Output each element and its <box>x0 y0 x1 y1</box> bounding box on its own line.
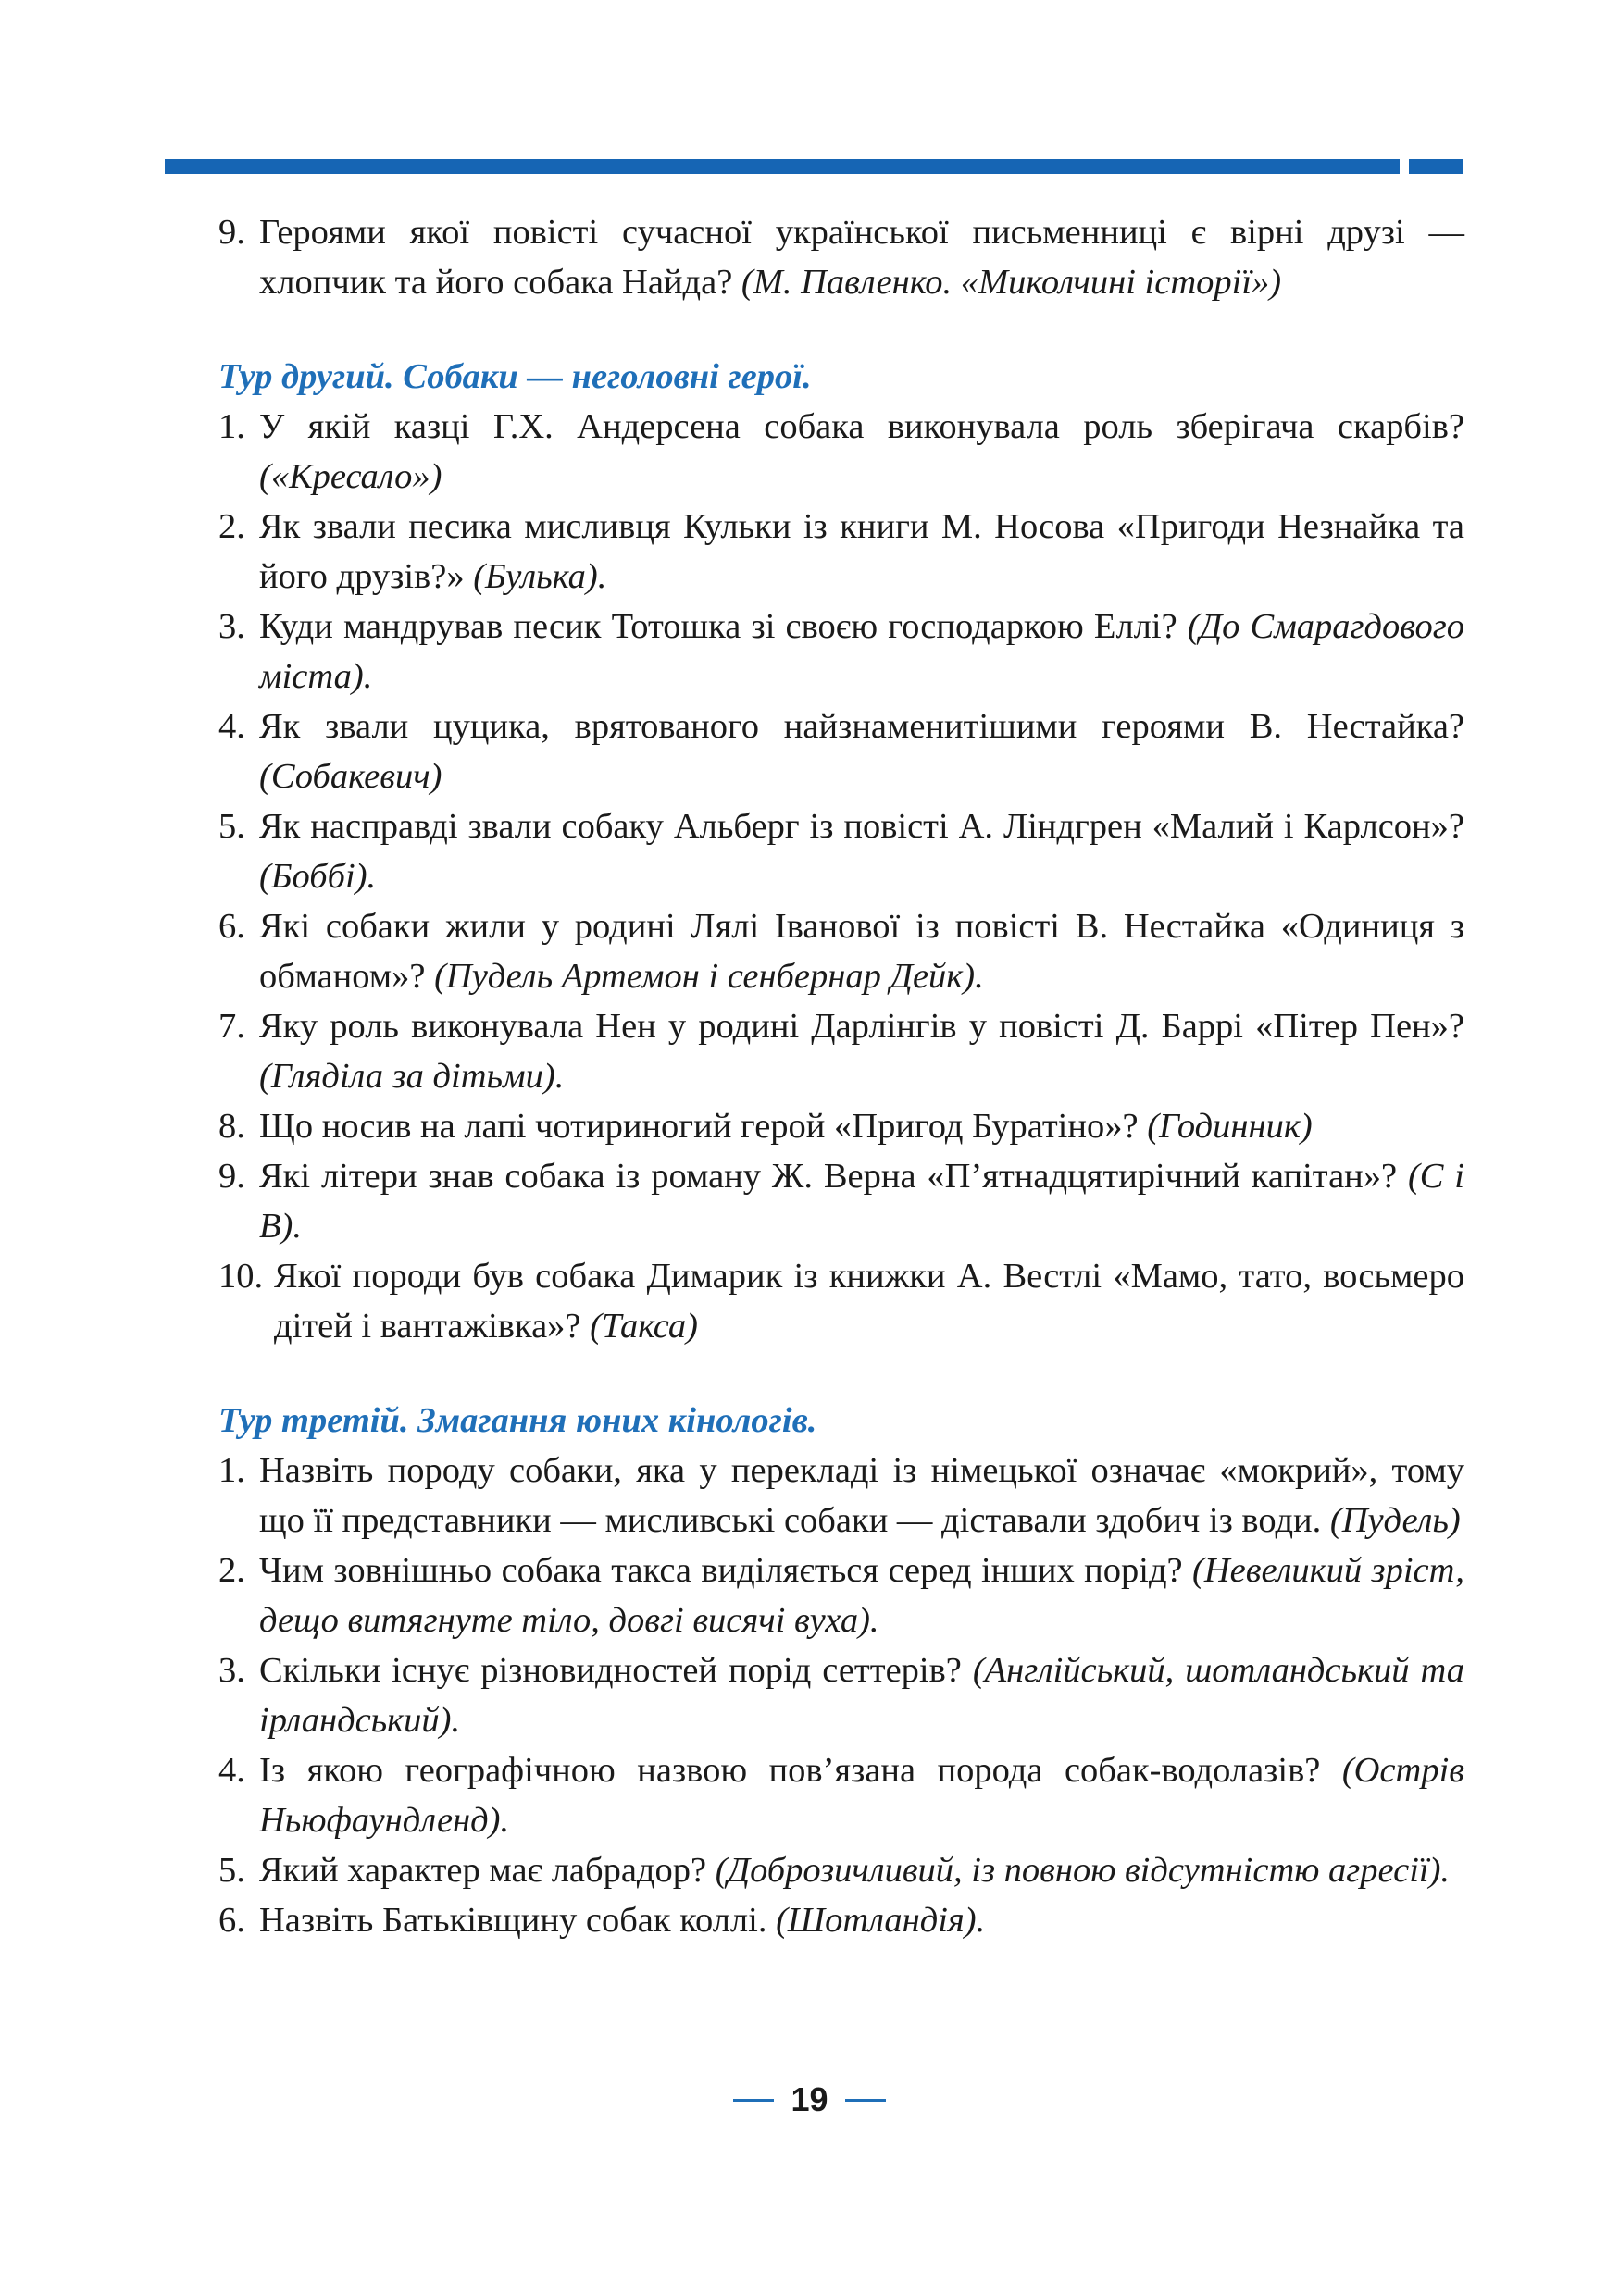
question-text: У якій казці Г.Х. Андерсена собака виконувала роль зберігача скарбів? <box>259 407 1464 446</box>
answer-text: (Острів Ньюфаундленд). <box>259 1751 1464 1840</box>
item-number: 9. <box>218 213 245 252</box>
list-item <box>218 602 1464 701</box>
page-number: 19 <box>791 2080 828 2118</box>
item-number: 1. <box>218 1451 245 1490</box>
page-number-rule-left <box>733 2099 774 2102</box>
list-item <box>218 1151 1464 1251</box>
item-number: 5. <box>218 807 245 846</box>
item-number: 1. <box>218 407 245 446</box>
intro-list <box>218 207 1464 307</box>
answer-text: (Такса) <box>590 1307 698 1346</box>
question-text: Із якою географічною назвою пов’язана порода собак-водолазів? <box>259 1751 1342 1790</box>
list-item <box>218 801 1464 901</box>
question-text: Як звали песика мисливця Кульки із книги М. Носова «Пригоди Незнайка та його друзів?» <box>259 507 1464 596</box>
answer-text: (Собакевич) <box>259 757 442 796</box>
item-text <box>259 1446 1464 1545</box>
list-item <box>218 1101 1464 1151</box>
item-text <box>259 602 1464 701</box>
item-text <box>259 1001 1464 1101</box>
question-text: Як насправді звали собаку Альберг із повісті А. Ліндгрен «Малий і Карлсон»? <box>259 807 1464 846</box>
item-text <box>259 1101 1464 1151</box>
question-text: Скільки існує різновидностей порід сеттерів? <box>259 1651 973 1690</box>
item-number: 10. <box>218 1257 264 1296</box>
round-3-heading: Тур третій. Змагання юних кінологів. <box>218 1401 817 1440</box>
item-text <box>259 701 1464 801</box>
list-item <box>218 1645 1464 1745</box>
question-text: Який характер має лабрадор? <box>259 1851 716 1890</box>
item-number: 6. <box>218 907 245 946</box>
item-text <box>259 801 1464 901</box>
answer-text: (М. Павленко. «Миколчині історії») <box>741 263 1282 302</box>
question-text: Куди мандрував песик Тотошка зі своєю господаркою Еллі? <box>259 607 1188 646</box>
answer-text: (Гляділа за дітьми). <box>259 1057 565 1096</box>
answer-text: (Англійський, шотландський та ірландський). <box>259 1651 1464 1740</box>
list-item <box>218 1001 1464 1101</box>
page-content <box>218 207 1464 1945</box>
list-item <box>218 1895 1464 1945</box>
answer-text: (Шотландія). <box>776 1901 986 1940</box>
item-number: 3. <box>218 1651 245 1690</box>
item-text <box>259 402 1464 502</box>
answer-text: («Кресало») <box>259 457 442 496</box>
list-item <box>218 1446 1464 1545</box>
question-text: Що носив на лапі чотириногий герой «Пригод Буратіно»? <box>259 1107 1148 1146</box>
list-item <box>218 701 1464 801</box>
list-item <box>218 402 1464 502</box>
item-number: 4. <box>218 707 245 746</box>
page-number-rule-right <box>845 2099 886 2102</box>
answer-text: (С і В). <box>259 1157 1464 1246</box>
list-item <box>218 1845 1464 1895</box>
item-number: 2. <box>218 1551 245 1590</box>
header-rule-end <box>1409 159 1463 174</box>
round-2-list <box>218 402 1464 1351</box>
answer-text: (Булька). <box>473 557 607 596</box>
item-number: 6. <box>218 1901 245 1940</box>
question-text: Чим зовнішньо собака такса виділяється серед інших порід? <box>259 1551 1193 1590</box>
question-text: Назвіть породу собаки, яка у перекладі із німецької означає «мокрий», тому що її представники — мисливські собаки — діставали здобич із води. <box>259 1451 1464 1540</box>
item-text <box>274 1251 1464 1351</box>
question-text: Якої породи був собака Димарик із книжки А. Вестлі «Мамо, тато, восьмеро дітей і вантажівка»? <box>274 1257 1464 1346</box>
list-item <box>218 1251 1464 1351</box>
round-2-heading: Тур другий. Собаки — неголовні герої. <box>218 357 812 396</box>
item-number: 7. <box>218 1007 245 1046</box>
question-text: Яку роль виконувала Нен у родині Дарлінгів у повісті Д. Баррі «Пітер Пен»? <box>259 1007 1464 1046</box>
answer-text: (Пудель Артемон і сенбернар Дейк). <box>434 957 984 996</box>
item-text <box>259 207 1464 307</box>
item-text <box>259 502 1464 602</box>
question-text: Які собаки жили у родині Лялі Іванової із повісті В. Нестайка «Одиниця з обманом»? <box>259 907 1464 996</box>
round-3-list <box>218 1446 1464 1945</box>
question-text: Назвіть Батьківщину собак коллі. <box>259 1901 777 1940</box>
list-item <box>218 1545 1464 1645</box>
item-text <box>259 1151 1464 1251</box>
item-text <box>259 901 1464 1001</box>
item-number: 9. <box>218 1157 245 1196</box>
answer-text: (Доброзичливий, із повною відсутністю агресії). <box>715 1851 1451 1890</box>
answer-text: (Боббі). <box>259 857 377 896</box>
answer-text: (Годинник) <box>1147 1107 1313 1146</box>
answer-text: (До Смарагдового міста). <box>259 607 1464 696</box>
question-text: Героями якої повісті сучасної української письменниці є вірні друзі — хлопчик та його собака Найда? <box>259 213 1464 302</box>
list-item <box>218 207 1464 307</box>
item-number: 3. <box>218 607 245 646</box>
item-text <box>259 1645 1464 1745</box>
item-number: 2. <box>218 507 245 546</box>
header-rule <box>165 159 1400 174</box>
item-text <box>259 1745 1464 1845</box>
list-item <box>218 901 1464 1001</box>
answer-text: (Невеликий зріст, дещо витягнуте тіло, довгі висячі вуха). <box>259 1551 1464 1640</box>
item-text <box>259 1895 1464 1945</box>
item-text <box>259 1545 1464 1645</box>
question-text: Які літери знав собака із роману Ж. Верна «П’ятнадцятирічний капітан»? <box>259 1157 1408 1196</box>
page-footer <box>0 2080 1619 2119</box>
item-number: 5. <box>218 1851 245 1890</box>
list-item <box>218 1745 1464 1845</box>
answer-text: (Пудель) <box>1329 1501 1461 1540</box>
item-text <box>259 1845 1464 1895</box>
item-number: 4. <box>218 1751 245 1790</box>
question-text: Як звали цуцика, врятованого найзнаменитішими героями В. Нестайка? <box>259 707 1464 746</box>
list-item <box>218 502 1464 602</box>
item-number: 8. <box>218 1107 245 1146</box>
